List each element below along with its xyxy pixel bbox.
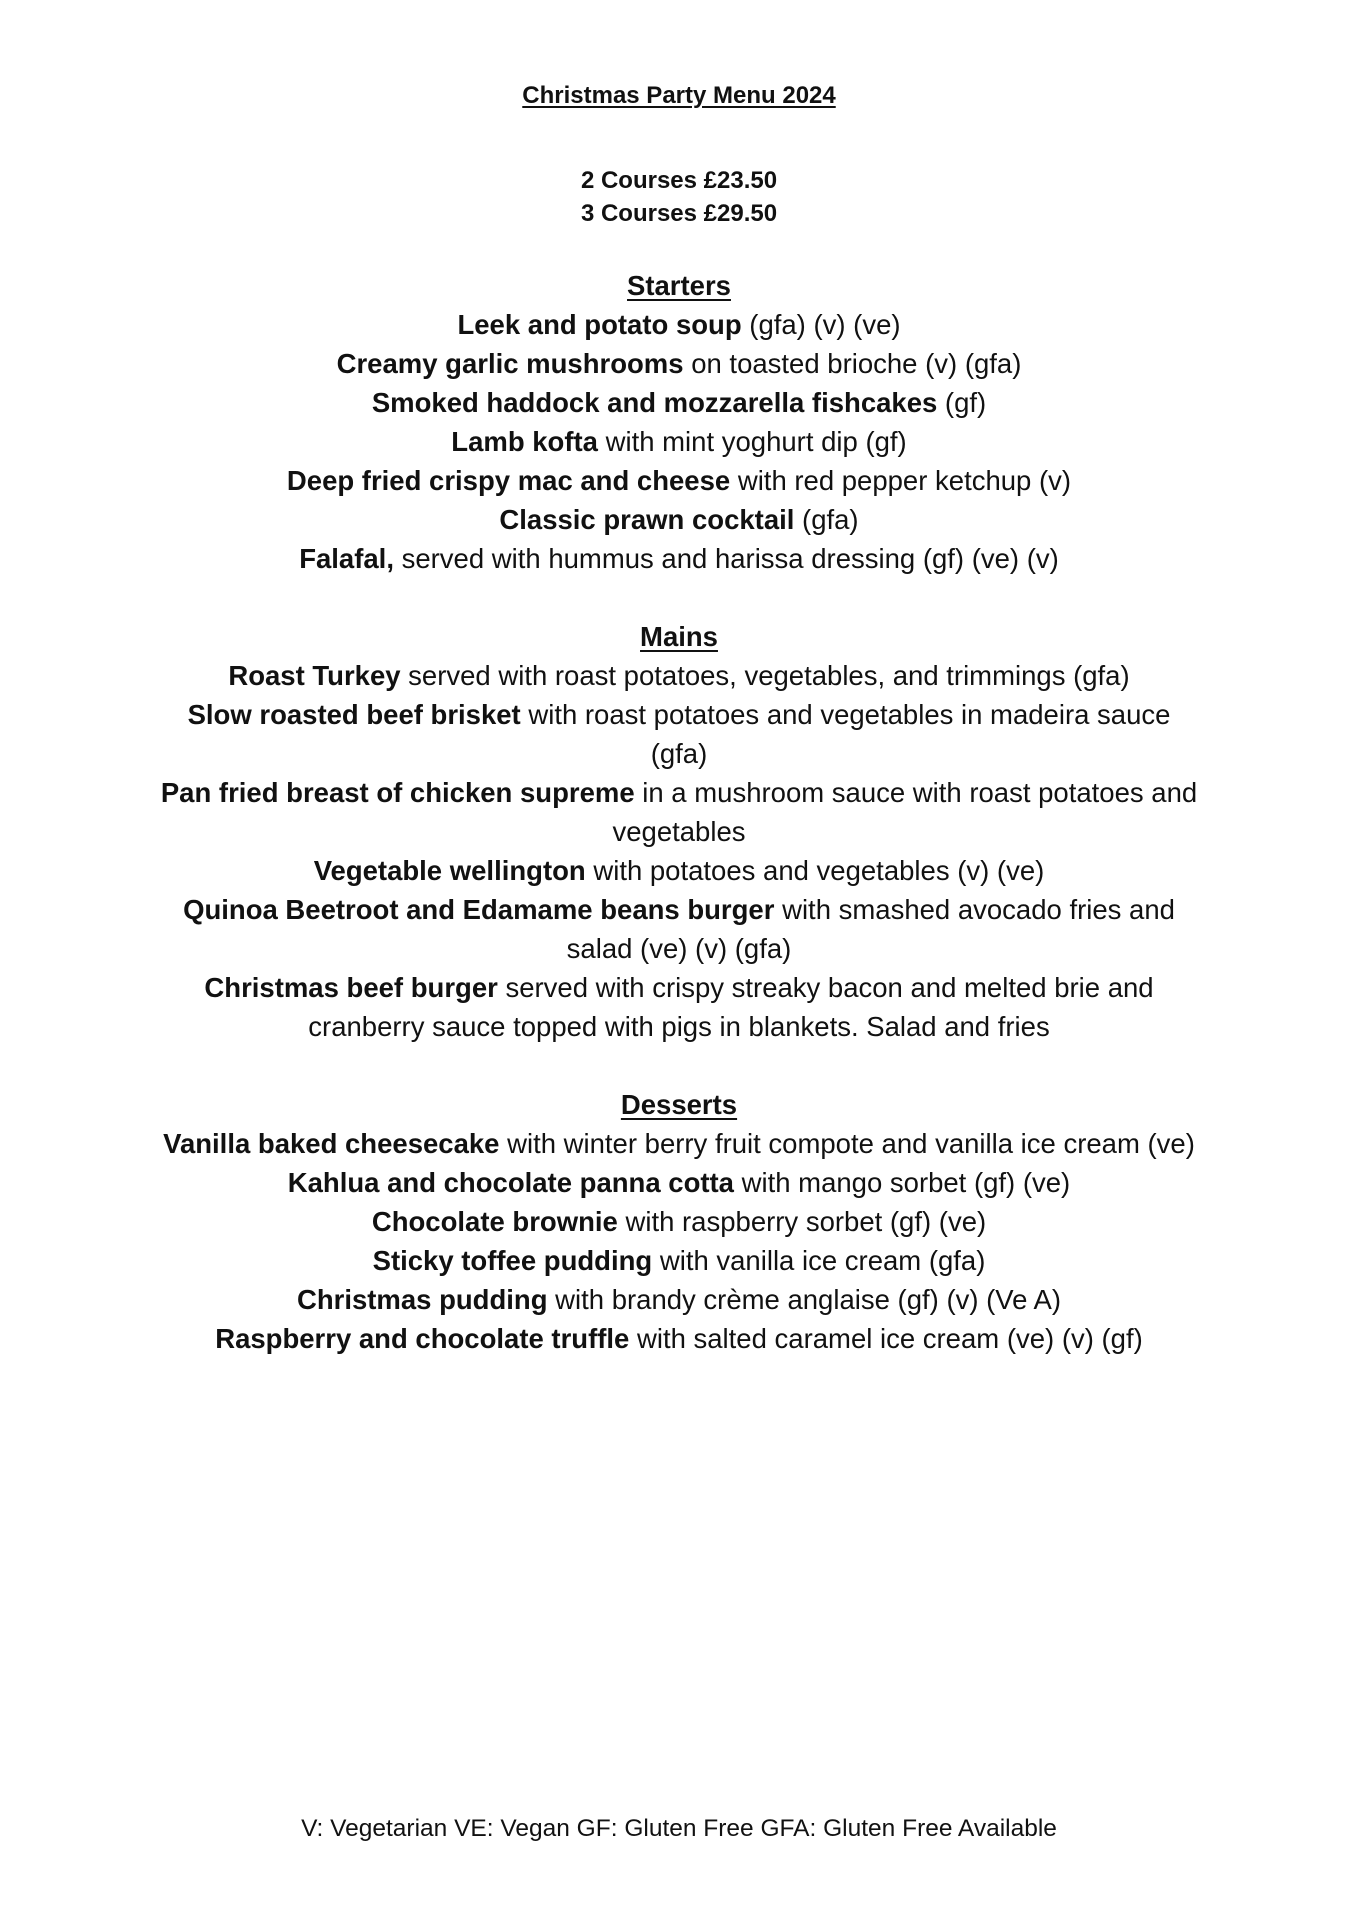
dish-name: Leek and potato soup: [457, 309, 742, 340]
section-mains: [160, 617, 1198, 1046]
menu-item: [160, 344, 1198, 383]
dish-description: in a mushroom sauce with roast potatoes and vegetables: [612, 777, 1198, 847]
dish-description: with mango sorbet (gf) (ve): [733, 1167, 1071, 1198]
menu-item: [160, 383, 1198, 422]
menu-item: [160, 851, 1198, 890]
dish-description: with mint yoghurt dip (gf): [597, 426, 907, 457]
dish-name: Falafal,: [299, 543, 394, 574]
dish-description: with winter berry fruit compote and vanilla ice cream (ve): [499, 1128, 1195, 1159]
menu-item: [160, 890, 1198, 968]
section-starters: [160, 266, 1198, 578]
menu-item: [160, 1241, 1198, 1280]
dish-name: Pan fried breast of chicken supreme: [160, 777, 635, 808]
dish-description: with potatoes and vegetables (v) (ve): [585, 855, 1045, 886]
menu-item: [160, 539, 1198, 578]
page-title: Christmas Party Menu 2024: [522, 82, 836, 109]
menu-item: [160, 773, 1198, 851]
dish-description: served with crispy streaky bacon and melted brie and cranberry sauce topped with pigs in blankets. Salad and fries: [308, 972, 1154, 1042]
dish-name: Sticky toffee pudding: [372, 1245, 653, 1276]
section-heading: Desserts: [620, 1089, 738, 1120]
dish-name: Vegetable wellington: [313, 855, 586, 886]
dish-name: Roast Turkey: [228, 660, 401, 691]
menu-item: [160, 1202, 1198, 1241]
dish-name: Smoked haddock and mozzarella fishcakes: [371, 387, 938, 418]
dish-description: served with hummus and harissa dressing (gf) (ve) (v): [393, 543, 1059, 574]
menu-item: [160, 1280, 1198, 1319]
dish-description: (gfa) (v) (ve): [741, 309, 901, 340]
menu-item: [160, 305, 1198, 344]
section-heading: Starters: [627, 270, 731, 301]
section-heading: Mains: [640, 621, 718, 652]
dish-name: Christmas beef burger: [204, 972, 498, 1003]
dish-description: on toasted brioche (v) (gfa): [683, 348, 1022, 379]
dish-name: Christmas pudding: [296, 1284, 548, 1315]
dish-description: (gf): [937, 387, 987, 418]
menu-item: [160, 968, 1198, 1046]
dish-description: with red pepper ketchup (v): [730, 465, 1072, 496]
menu-item: [160, 1319, 1198, 1358]
menu-item: [160, 1163, 1198, 1202]
menu-item: [160, 695, 1198, 773]
dish-name: Classic prawn cocktail: [499, 504, 795, 535]
dish-description: served with roast potatoes, vegetables, and trimmings (gfa): [400, 660, 1130, 691]
course-prices: [0, 164, 1358, 230]
menu-item: [160, 461, 1198, 500]
dish-name: Lamb kofta: [451, 426, 598, 457]
dish-name: Raspberry and chocolate truffle: [215, 1323, 630, 1354]
dish-name: Quinoa Beetroot and Edamame beans burger: [183, 894, 775, 925]
menu-item: [160, 422, 1198, 461]
dish-name: Vanilla baked cheesecake: [163, 1128, 500, 1159]
dietary-key: V: Vegetarian VE: Vegan GF: Gluten Free GFA: Gluten Free Available: [301, 1815, 1057, 1842]
section-desserts: [160, 1085, 1198, 1358]
price-two-courses: 2 Courses £23.50: [580, 167, 778, 194]
menu-item: [160, 656, 1198, 695]
dish-name: Slow roasted beef brisket: [187, 699, 521, 730]
dish-description: (gfa): [794, 504, 859, 535]
dish-name: Deep fried crispy mac and cheese: [286, 465, 731, 496]
dish-name: Kahlua and chocolate panna cotta: [287, 1167, 734, 1198]
dish-name: Chocolate brownie: [371, 1206, 618, 1237]
menu-item: [160, 500, 1198, 539]
menu-body: [160, 266, 1198, 1358]
price-three-courses: 3 Courses £29.50: [580, 200, 778, 227]
dish-description: with brandy crème anglaise (gf) (v) (Ve A): [547, 1284, 1062, 1315]
dish-description: with smashed avocado fries and salad (ve) (v) (gfa): [566, 894, 1175, 964]
dish-name: Creamy garlic mushrooms: [336, 348, 684, 379]
dish-description: with roast potatoes and vegetables in madeira sauce (gfa): [520, 699, 1171, 769]
menu-item: [160, 1124, 1198, 1163]
dish-description: with vanilla ice cream (gfa): [652, 1245, 986, 1276]
dish-description: with raspberry sorbet (gf) (ve): [617, 1206, 987, 1237]
dish-description: with salted caramel ice cream (ve) (v) (gf): [629, 1323, 1143, 1354]
